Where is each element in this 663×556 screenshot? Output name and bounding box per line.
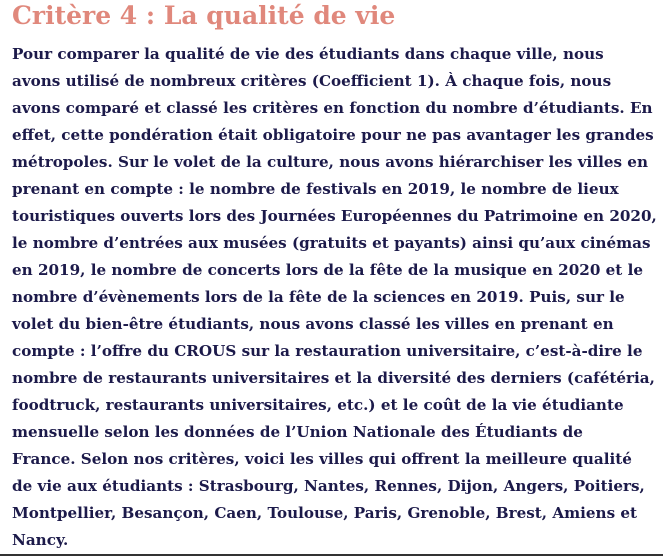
- paragraph-line: le nombre d’entrées aux musées (gratuits et payants) ainsi qu’aux cinémas: [12, 234, 651, 252]
- paragraph-line: compte : l’offre du CROUS sur la restauration universitaire, c’est-à-dire le: [12, 342, 643, 360]
- body-paragraph: [12, 41, 662, 554]
- paragraph-line: effet, cette pondération était obligatoire pour ne pas avantager les grandes: [12, 126, 654, 144]
- paragraph-line: prenant en compte : le nombre de festivals en 2019, le nombre de lieux: [12, 180, 619, 198]
- paragraph-line: avons utilisé de nombreux critères (Coefficient 1). À chaque fois, nous: [12, 72, 612, 90]
- paragraph-line: métropoles. Sur le volet de la culture, nous avons hiérarchiser les villes en: [12, 153, 648, 171]
- paragraph-line: mensuelle selon les données de l’Union Nationale des Étudiants de: [12, 423, 583, 441]
- paragraph-line: Pour comparer la qualité de vie des étudiants dans chaque ville, nous: [12, 45, 604, 63]
- paragraph-line: nombre de restaurants universitaires et la diversité des derniers (cafétéria,: [12, 369, 655, 387]
- paragraph-line: nombre d’évènements lors de la fête de la sciences en 2019. Puis, sur le: [12, 288, 625, 306]
- paragraph-line: en 2019, le nombre de concerts lors de la fête de la musique en 2020 et le: [12, 261, 644, 279]
- paragraph-line: France. Selon nos critères, voici les villes qui offrent la meilleure qualité: [12, 450, 632, 468]
- paragraph-line: foodtruck, restaurants universitaires, etc.) et le coût de la vie étudiante: [12, 396, 624, 414]
- paragraph-line: touristiques ouverts lors des Journées Européennes du Patrimoine en 2020,: [12, 207, 657, 225]
- paragraph-line: Montpellier, Besançon, Caen, Toulouse, Paris, Grenoble, Brest, Amiens et: [12, 504, 638, 522]
- paragraph-line: de vie aux étudiants : Strasbourg, Nantes, Rennes, Dijon, Angers, Poitiers,: [12, 477, 645, 495]
- section-title: Critère 4 : La qualité de vie: [12, 1, 396, 30]
- paragraph-line: volet du bien-être étudiants, nous avons classé les villes en prenant en: [12, 315, 614, 333]
- paragraph-line: avons comparé et classé les critères en fonction du nombre d’étudiants. En: [12, 99, 653, 117]
- paragraph-line: Nancy.: [12, 531, 69, 549]
